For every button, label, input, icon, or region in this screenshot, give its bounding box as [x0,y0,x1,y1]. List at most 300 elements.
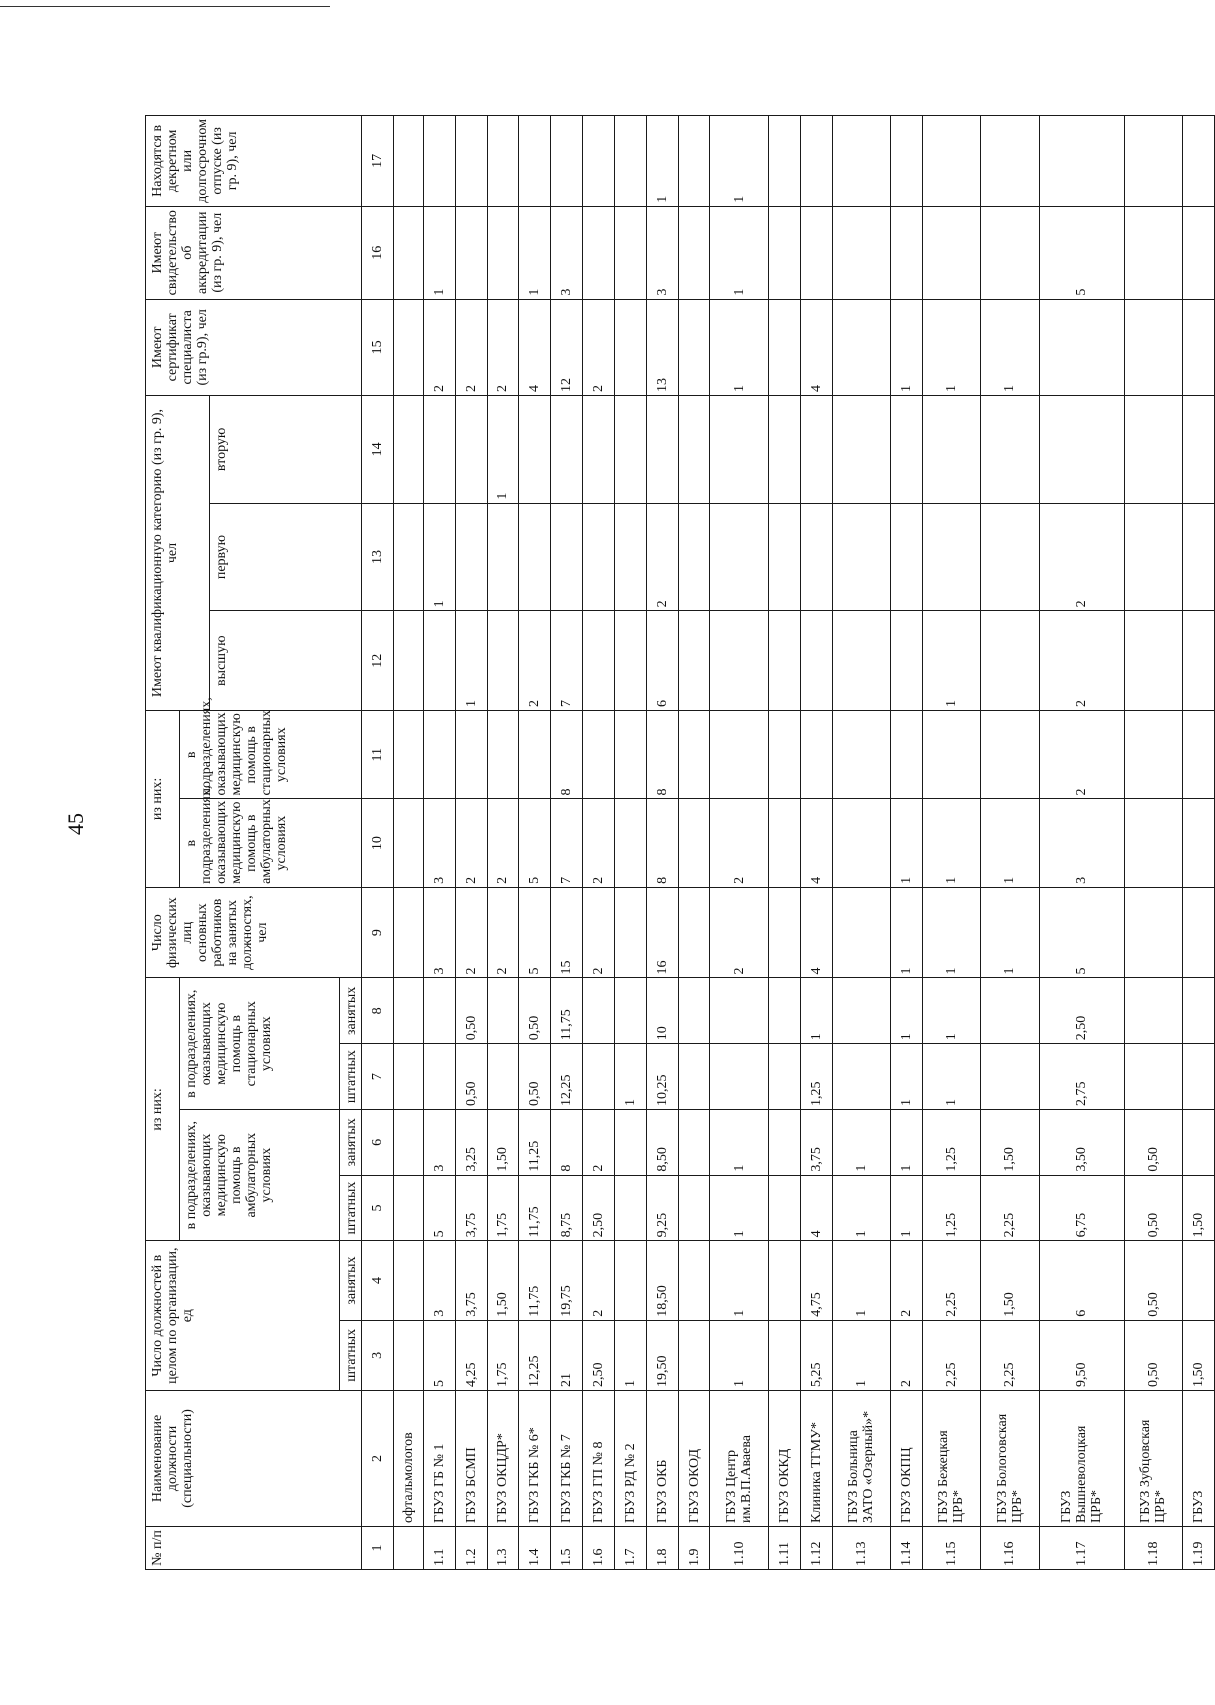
cell-c13 [678,503,710,611]
staff-table [145,115,1215,1570]
header-perv: первую [210,503,362,611]
cell-c16 [800,206,832,299]
cell-c5: 6,75 [1039,1175,1124,1241]
cell-c8 [1182,978,1214,1044]
cell-c15: 4 [519,299,551,395]
cell-c6: 1 [890,1109,922,1175]
cell-c9 [768,887,800,978]
cell-c17 [1124,116,1182,207]
cell-c8 [768,978,800,1044]
row-number: 1.17 [1039,1526,1124,1569]
column-number-7: 7 [362,1044,394,1110]
cell-c13 [551,503,583,611]
cell-c10: 2 [455,799,487,887]
table-header [146,116,362,1570]
table-row [551,116,583,1570]
column-number-6: 6 [362,1109,394,1175]
organization-name: ГБУЗ ГБ № 1 [423,1390,455,1526]
cell-c7 [1182,1044,1214,1110]
row-number: 1.8 [646,1526,678,1569]
cell-c9: 1 [922,887,980,978]
cell-c13: 2 [1039,503,1124,611]
cell-c12 [1124,611,1182,711]
cell-c13 [981,503,1039,611]
cell-c17 [1039,116,1124,207]
cell-c9 [678,887,710,978]
cell-c12 [710,611,768,711]
cell-c12 [768,611,800,711]
cell-c6: 1 [832,1109,890,1175]
cell-c4: 4,75 [800,1241,832,1320]
table-row [423,116,455,1570]
cell-c6: 11,25 [519,1109,551,1175]
row-number: 1.12 [800,1526,832,1569]
cell-c15 [768,299,800,395]
organization-name: ГБУЗ ГКБ № 6* [519,1390,551,1526]
organization-name: Клиника ТГМУ* [800,1390,832,1526]
cell-c12 [678,611,710,711]
table-row [1039,116,1124,1570]
cell-c7: 1 [922,1044,980,1110]
cell-c17: 1 [710,116,768,207]
cell-c10: 1 [922,799,980,887]
cell-c6: 1 [710,1109,768,1175]
cell-c13 [922,503,980,611]
cell-c15: 1 [710,299,768,395]
cell-c16 [614,206,646,299]
cell-c11 [678,711,710,799]
column-number-3: 3 [362,1320,394,1390]
cell-c5: 1,50 [1182,1175,1214,1241]
cell-c6: 1,25 [922,1109,980,1175]
cell-c8: 2,50 [1039,978,1124,1044]
cell-c6: 2 [583,1109,615,1175]
cell-c11 [768,711,800,799]
table-row [890,116,922,1570]
cell-c17 [922,116,980,207]
header-num: № п/п [146,1526,362,1569]
cell-c16 [832,206,890,299]
cell-c4: 1 [710,1241,768,1320]
cell-c15: 1 [981,299,1039,395]
cell-c16 [487,206,519,299]
cell-c16 [1124,206,1182,299]
cell-c14 [981,395,1039,503]
cell-c12 [583,611,615,711]
cell-c9 [1124,887,1182,978]
cell-c11: 8 [551,711,583,799]
cell-c7 [981,1044,1039,1110]
cell-c5: 9,25 [646,1175,678,1241]
cell-c8 [710,978,768,1044]
cell-c4: 2 [583,1241,615,1320]
header-akkr: Имеют свидетельство об аккредитации (из гр. 9), чел [146,206,362,299]
column-number-1: 1 [362,1526,394,1569]
cell-c4: 2 [890,1241,922,1320]
cell-c15: 2 [487,299,519,395]
cell-c10 [768,799,800,887]
cell-c11 [981,711,1039,799]
cell-c7: 1 [614,1044,646,1110]
cell-c15 [832,299,890,395]
cell-c17 [519,116,551,207]
cell-c9: 4 [800,887,832,978]
row-number: 1.18 [1124,1526,1182,1569]
cell-c6 [1182,1109,1214,1175]
cell-c12 [832,611,890,711]
cell-c5: 5 [423,1175,455,1241]
column-number-8: 8 [362,978,394,1044]
column-number-10: 10 [362,799,394,887]
cell-c12: 1 [922,611,980,711]
cell-c10 [678,799,710,887]
table-row [519,116,551,1570]
table-row [768,116,800,1570]
cell-c16: 1 [710,206,768,299]
table-row [922,116,980,1570]
header-fiz-amb: в подразделениях, оказывающих медицинскую помощь в амбулаторных условиях [180,799,362,887]
cell-c5: 1 [832,1175,890,1241]
cell-c14 [646,395,678,503]
organization-name: ГБУЗ ОККД [768,1390,800,1526]
cell-c15 [678,299,710,395]
cell-c14 [455,395,487,503]
cell-c14 [423,395,455,503]
cell-c3: 5 [423,1320,455,1390]
cell-c7 [487,1044,519,1110]
cell-c15 [1039,299,1124,395]
cell-c12: 7 [551,611,583,711]
cell-c13: 1 [423,503,455,611]
cell-c10: 1 [981,799,1039,887]
cell-c15: 4 [800,299,832,395]
row-number: 1.4 [519,1526,551,1569]
section-num-cell [393,1526,423,1569]
cell-c5: 11,75 [519,1175,551,1241]
row-number: 1.2 [455,1526,487,1569]
cell-c7 [583,1044,615,1110]
column-number-14: 14 [362,395,394,503]
cell-c4: 3,75 [455,1241,487,1320]
cell-c7: 0,50 [519,1044,551,1110]
organization-name: ГБУЗ Вышневолоцкая ЦРБ* [1039,1390,1124,1526]
header-stac-zan: занятых [340,978,362,1044]
cell-c3: 21 [551,1320,583,1390]
cell-c3: 4,25 [455,1320,487,1390]
row-number: 1.16 [981,1526,1039,1569]
cell-c4: 3 [423,1241,455,1320]
cell-c14 [519,395,551,503]
cell-c4: 2,25 [922,1241,980,1320]
organization-name: ГБУЗ ОКБ [646,1390,678,1526]
cell-c8 [832,978,890,1044]
cell-c15: 2 [423,299,455,395]
cell-c3: 1 [614,1320,646,1390]
header-fiz: Число физических лиц основных работников на занятых должностях, чел [146,887,362,978]
cell-c7: 1 [890,1044,922,1110]
row-number: 1.1 [423,1526,455,1569]
cell-c17 [800,116,832,207]
cell-c11 [583,711,615,799]
column-number-9: 9 [362,887,394,978]
row-number: 1.14 [890,1526,922,1569]
cell-c5: 2,50 [583,1175,615,1241]
cell-c8 [487,978,519,1044]
column-number-4: 4 [362,1241,394,1320]
organization-name: ГБУЗ Больница ЗАТО «Озерный»* [832,1390,890,1526]
cell-c6: 3,50 [1039,1109,1124,1175]
organization-name: ГБУЗ [1182,1390,1214,1526]
cell-c12 [423,611,455,711]
header-ambul: в подразделениях, оказывающих медицинскую помощь в амбулаторных условиях [180,1109,340,1240]
cell-c16: 1 [423,206,455,299]
cell-c13 [768,503,800,611]
cell-c11 [487,711,519,799]
table-row [710,116,768,1570]
table-row [583,116,615,1570]
cell-c6: 8,50 [646,1109,678,1175]
cell-c11 [519,711,551,799]
cell-c10 [614,799,646,887]
cell-c5 [678,1175,710,1241]
header-fiz-stac: в подразделениях, оказывающих медицинскую помощь в стационарных условиях [180,711,362,799]
cell-c7 [678,1044,710,1110]
header-total-zan: занятых [340,1241,362,1320]
cell-c14 [800,395,832,503]
cell-c15: 1 [890,299,922,395]
cell-c8: 1 [922,978,980,1044]
cell-c7 [832,1044,890,1110]
cell-c13 [710,503,768,611]
cell-c5: 1,75 [487,1175,519,1241]
organization-name: ГБУЗ ГП № 8 [583,1390,615,1526]
cell-c17: 1 [646,116,678,207]
section-row [393,116,423,1570]
row-number: 1.15 [922,1526,980,1569]
cell-c3: 5,25 [800,1320,832,1390]
cell-c17 [614,116,646,207]
cell-c15: 13 [646,299,678,395]
cell-c13 [487,503,519,611]
table-row [1124,116,1182,1570]
table-row [487,116,519,1570]
header-vysh: высшую [210,611,362,711]
cell-c17 [583,116,615,207]
cell-c10: 3 [1039,799,1124,887]
cell-c5: 8,75 [551,1175,583,1241]
cell-c14 [1039,395,1124,503]
cell-c6: 0,50 [1124,1109,1182,1175]
section-title: офтальмологов [393,1390,423,1526]
column-number-17: 17 [362,116,394,207]
cell-c9: 2 [710,887,768,978]
cell-c7: 0,50 [455,1044,487,1110]
organization-name: ГБУЗ Центр им.В.П.Аваева [710,1390,768,1526]
cell-c12: 6 [646,611,678,711]
table-row [614,116,646,1570]
cell-c7 [768,1044,800,1110]
cell-c17 [1182,116,1214,207]
cell-c11 [832,711,890,799]
row-number: 1.13 [832,1526,890,1569]
row-number: 1.19 [1182,1526,1214,1569]
cell-c13 [614,503,646,611]
cell-c5: 1 [890,1175,922,1241]
cell-c8 [1124,978,1182,1044]
cell-c12 [487,611,519,711]
cell-c4: 6 [1039,1241,1124,1320]
header-sert: Имеют сертификат специалиста (из гр.9), чел [146,299,362,395]
cell-c13 [832,503,890,611]
row-number: 1.10 [710,1526,768,1569]
cell-c13 [890,503,922,611]
cell-c17 [981,116,1039,207]
cell-c16 [890,206,922,299]
cell-c11: 2 [1039,711,1124,799]
cell-c6 [768,1109,800,1175]
cell-c5: 1 [710,1175,768,1241]
cell-c8: 1 [890,978,922,1044]
cell-c9: 3 [423,887,455,978]
cell-c7 [1124,1044,1182,1110]
cell-c14 [678,395,710,503]
cell-c6 [678,1109,710,1175]
header-ambul-zan: занятых [340,1109,362,1175]
cell-c17 [487,116,519,207]
cell-c15 [1182,299,1214,395]
cell-c4 [678,1241,710,1320]
cell-c10 [1124,799,1182,887]
header-ambul-shtat: штатных [340,1175,362,1241]
cell-c14 [710,395,768,503]
cell-c9 [1182,887,1214,978]
cell-c16 [583,206,615,299]
cell-c5: 4 [800,1175,832,1241]
cell-c10: 4 [800,799,832,887]
cell-c11 [1124,711,1182,799]
cell-c5: 0,50 [1124,1175,1182,1241]
cell-c6: 3,25 [455,1109,487,1175]
cell-c8 [614,978,646,1044]
page-number: 45 [63,813,88,835]
cell-c11 [423,711,455,799]
cell-c13 [1124,503,1182,611]
header-total: Число должностей в целом по организации, ед [146,1241,340,1391]
cell-c12 [1182,611,1214,711]
cell-c10: 2 [583,799,615,887]
cell-c10: 8 [646,799,678,887]
cell-c14 [614,395,646,503]
cell-c8 [678,978,710,1044]
cell-c14 [890,395,922,503]
row-number: 1.3 [487,1526,519,1569]
organization-name: ГБУЗ БСМП [455,1390,487,1526]
cell-c11 [614,711,646,799]
cell-c3: 1 [710,1320,768,1390]
cell-c12: 2 [519,611,551,711]
cell-c15 [1124,299,1182,395]
cell-c6: 1,50 [487,1109,519,1175]
cell-c4: 18,50 [646,1241,678,1320]
cell-c14 [768,395,800,503]
cell-c16 [768,206,800,299]
cell-c7 [710,1044,768,1110]
cell-c14 [1124,395,1182,503]
cell-c10: 2 [710,799,768,887]
cell-c3: 1 [832,1320,890,1390]
cell-c4 [768,1241,800,1320]
cell-c17 [551,116,583,207]
cell-c6 [614,1109,646,1175]
header-total-shtat: штатных [340,1320,362,1390]
cell-c7: 1,25 [800,1044,832,1110]
header-dekret: Находятся в декретном или долгосрочном отпуске (из гр. 9), чел [146,116,362,207]
cell-c13 [455,503,487,611]
cell-c3: 19,50 [646,1320,678,1390]
cell-c16: 3 [551,206,583,299]
cell-c12 [890,611,922,711]
organization-name: ГБУЗ Бежецкая ЦРБ* [922,1390,980,1526]
cell-c16: 1 [519,206,551,299]
cell-c12 [614,611,646,711]
table-row [646,116,678,1570]
cell-c7: 12,25 [551,1044,583,1110]
cell-c17 [423,116,455,207]
cell-c7: 10,25 [646,1044,678,1110]
cell-c4 [1182,1241,1214,1320]
cell-c8 [423,978,455,1044]
cell-c8: 0,50 [519,978,551,1044]
cell-c4: 1,50 [487,1241,519,1320]
cell-c10: 3 [423,799,455,887]
row-number: 1.9 [678,1526,710,1569]
cell-c6: 3,75 [800,1109,832,1175]
cell-c11 [710,711,768,799]
cell-c12: 2 [1039,611,1124,711]
row-number: 1.7 [614,1526,646,1569]
cell-c4: 1 [832,1241,890,1320]
table-row [800,116,832,1570]
cell-c5: 3,75 [455,1175,487,1241]
cell-c9: 5 [519,887,551,978]
cell-c8 [981,978,1039,1044]
cell-c16: 3 [646,206,678,299]
organization-name: ГБУЗ Бологовская ЦРБ* [981,1390,1039,1526]
header-stac-shtat: штатных [340,1044,362,1110]
cell-c14 [1182,395,1214,503]
column-number-16: 16 [362,206,394,299]
cell-c13: 2 [646,503,678,611]
table-row [1182,116,1214,1570]
row-number: 1.5 [551,1526,583,1569]
cell-c9: 1 [890,887,922,978]
cell-c8: 11,75 [551,978,583,1044]
row-number: 1.11 [768,1526,800,1569]
column-number-15: 15 [362,299,394,395]
cell-c16 [455,206,487,299]
cell-c3: 12,25 [519,1320,551,1390]
cell-c12: 1 [455,611,487,711]
cell-c5: 2,25 [981,1175,1039,1241]
cell-c11 [455,711,487,799]
cell-c13 [583,503,615,611]
cell-c7 [423,1044,455,1110]
cell-c4: 0,50 [1124,1241,1182,1320]
cell-c3: 1,50 [1182,1320,1214,1390]
table-body [362,116,1215,1570]
column-number-11: 11 [362,711,394,799]
cell-c11 [890,711,922,799]
